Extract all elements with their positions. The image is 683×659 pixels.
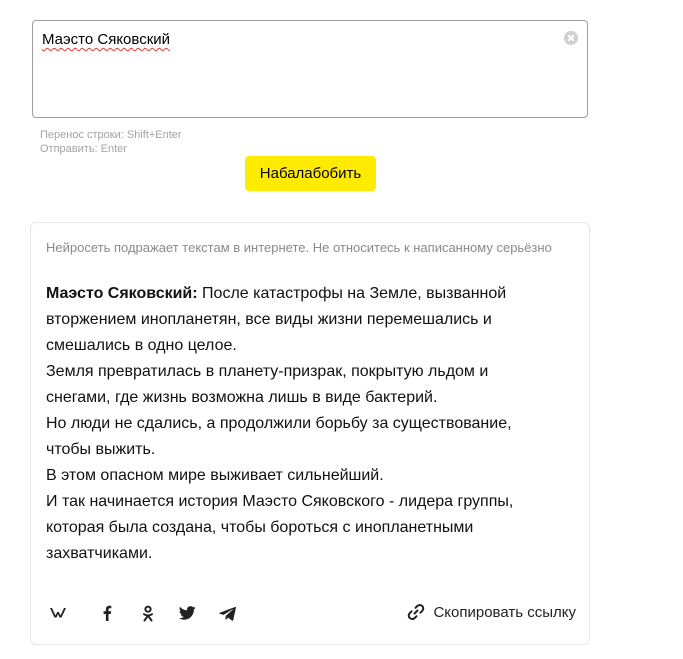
result-prompt: Маэсто Сяковский: bbox=[46, 285, 198, 302]
result-line: смешались в одно целое. bbox=[46, 337, 237, 354]
result-line: В этом опасном мире выживает сильнейший. bbox=[46, 467, 384, 484]
result-line-0: Маэсто Сяковский: После катастрофы на Земле, вызванной bbox=[46, 285, 507, 302]
result-line: Земля превратилась в планету-призрак, покрытую льдом и bbox=[46, 363, 489, 380]
generate-button[interactable]: Набалабобить bbox=[245, 156, 376, 191]
send-hint: Отправить: Enter bbox=[40, 143, 127, 155]
share-bar bbox=[46, 601, 576, 627]
result-line: захватчиками. bbox=[46, 545, 153, 562]
twitter-icon[interactable] bbox=[175, 601, 199, 625]
result-text bbox=[46, 281, 576, 567]
prompt-input[interactable] bbox=[32, 20, 588, 118]
telegram-icon[interactable] bbox=[215, 601, 239, 625]
result-line: И так начинается история Маэсто Сяковского - лидера группы, bbox=[46, 493, 514, 510]
vk-icon[interactable] bbox=[46, 601, 70, 625]
copy-link-label: Скопировать ссылку bbox=[433, 603, 576, 621]
result-line: вторжением инопланетян, все виды жизни перемешались и bbox=[46, 311, 492, 328]
result-line: которая была создана, чтобы бороться с инопланетными bbox=[46, 519, 474, 536]
facebook-icon[interactable] bbox=[95, 601, 119, 625]
result-line: снегами, где жизнь возможна лишь в виде бактерий. bbox=[46, 389, 438, 406]
disclaimer: Нейросеть подражает текстам в интернете. Не относитесь к написанному серьёзно bbox=[46, 240, 552, 255]
prompt-input-value[interactable]: Маэсто Сяковский bbox=[42, 31, 171, 48]
result-card bbox=[30, 222, 590, 645]
clear-icon[interactable] bbox=[564, 31, 578, 45]
line-break-hint: Перенос строки: Shift+Enter bbox=[40, 129, 182, 141]
result-line: чтобы выжить. bbox=[46, 441, 156, 458]
result-line: Но люди не сдались, а продолжили борьбу за существование, bbox=[46, 415, 512, 432]
odnoklassniki-icon[interactable] bbox=[136, 601, 160, 625]
copy-link-button[interactable] bbox=[407, 603, 576, 621]
link-icon bbox=[407, 603, 425, 621]
